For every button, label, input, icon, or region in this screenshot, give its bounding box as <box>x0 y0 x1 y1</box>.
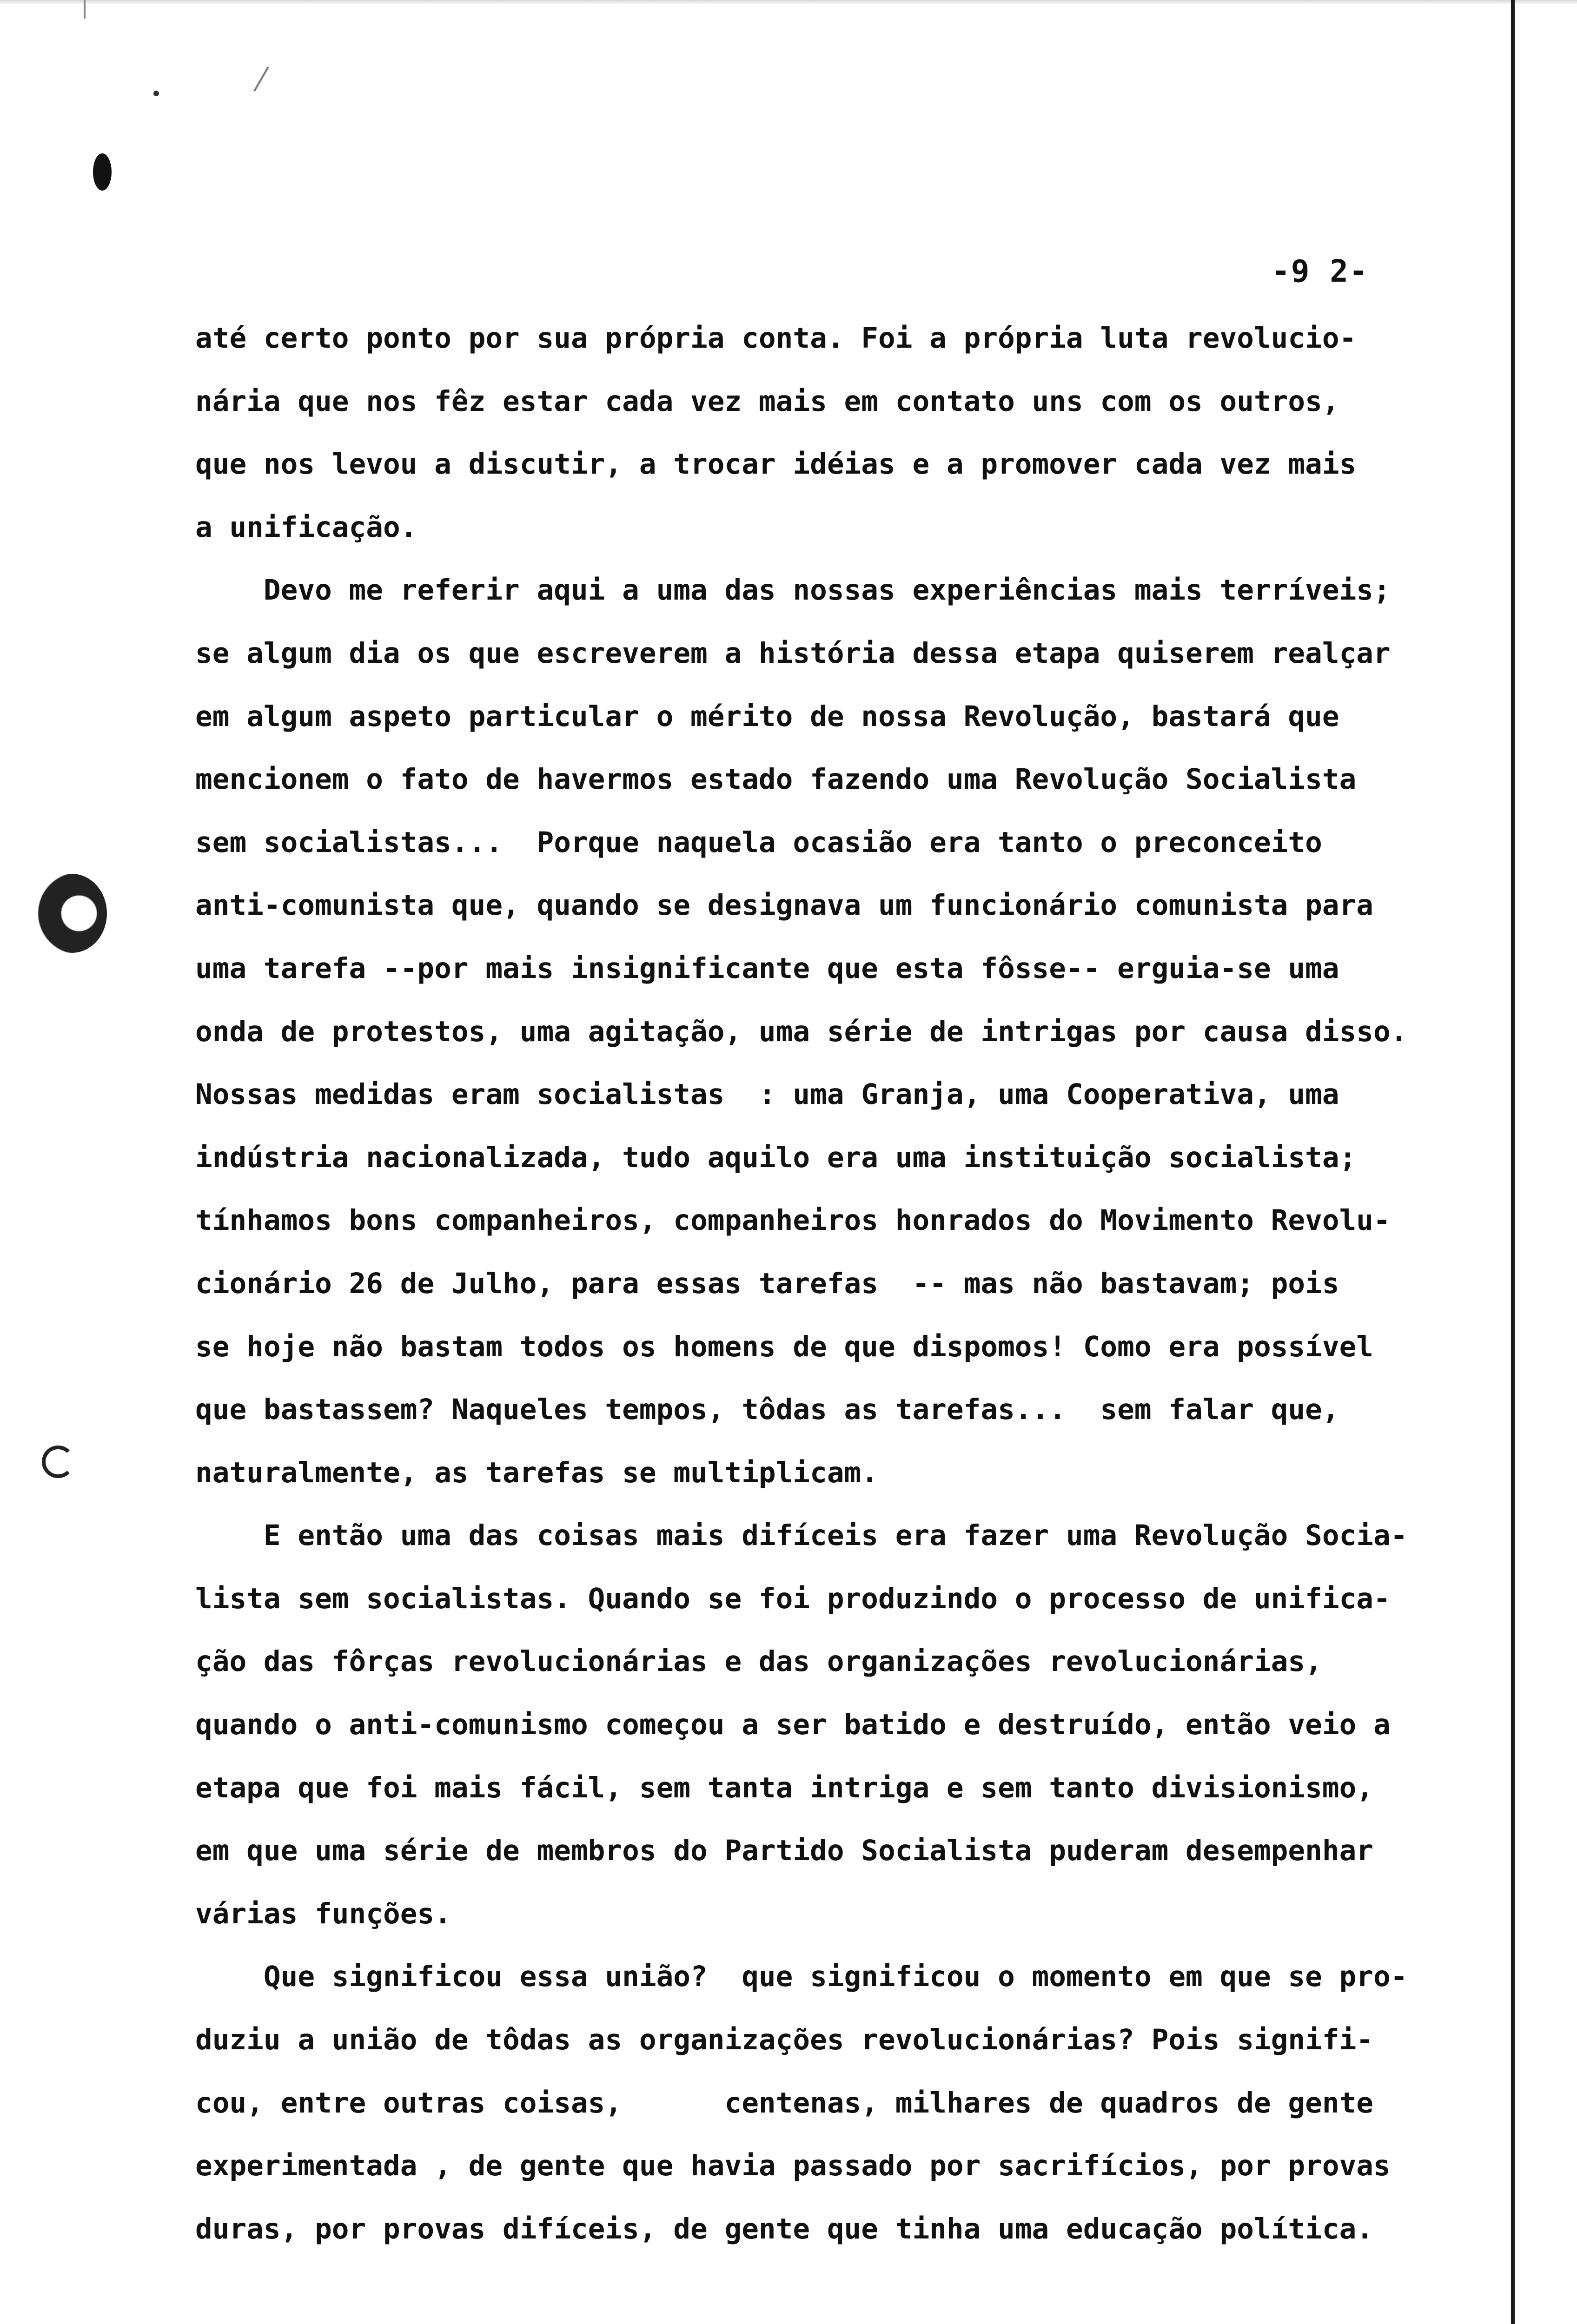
text-line: várias funções. <box>195 1897 451 1930</box>
text-line: a unificação. <box>195 510 417 544</box>
text-line: lista sem socialistas. Quando se foi produzindo o processo de unifica- <box>195 1582 1391 1615</box>
text-line: sem socialistas... Porque naquela ocasião era tanto o preconceito <box>195 825 1322 859</box>
text-line: nária que nos fêz estar cada vez mais em contato uns com os outros, <box>195 384 1339 418</box>
punch-hole-lower <box>42 1446 74 1478</box>
pencil-mark <box>253 66 269 92</box>
text-line: cionário 26 de Julho, para essas tarefas -- mas não bastavam; pois <box>195 1267 1339 1300</box>
text-line: em algum aspeto particular o mérito de nossa Revolução, bastará que <box>195 700 1339 733</box>
text-line: etapa que foi mais fácil, sem tanta intriga e sem tanto divisionismo, <box>195 1771 1374 1804</box>
scan-top-edge <box>0 0 1577 5</box>
text-line: naturalmente, as tarefas se multiplicam. <box>195 1456 879 1489</box>
text-line: cou, entre outras coisas, centenas, milhares de quadros de gente <box>195 2086 1374 2119</box>
text-line: tínhamos bons companheiros, companheiros honrados do Movimento Revolu- <box>195 1204 1391 1237</box>
text-line: E então uma das coisas mais difíceis era fazer uma Revolução Socia- <box>195 1519 1408 1552</box>
text-line: ção das fôrças revolucionárias e das organizações revolucionárias, <box>195 1645 1322 1678</box>
text-line: duras, por provas difíceis, de gente que tinha uma educação política. <box>195 2212 1374 2245</box>
text-line: indústria nacionalizada, tudo aquilo era uma instituição socialista; <box>195 1141 1357 1174</box>
text-line: Que significou essa união? que significou o momento em que se pro- <box>195 1960 1408 1994</box>
text-line: Nossas medidas eram socialistas : uma Granja, uma Cooperativa, uma <box>195 1078 1339 1111</box>
text-line: duziu a união de tôdas as organizações revolucionárias? Pois signifi- <box>195 2023 1374 2057</box>
text-line: se algum dia os que escreverem a história dessa etapa quiserem realçar <box>195 636 1391 670</box>
ink-dot <box>153 91 159 96</box>
text-line: uma tarefa --por mais insignificante que esta fôsse-- erguia-se uma <box>195 951 1339 985</box>
page-number: -9 2- <box>1272 253 1369 289</box>
text-line: quando o anti-comunismo começou a ser batido e destruído, então veio a <box>195 1708 1391 1742</box>
text-line: anti-comunista que, quando se designava um funcionário comunista para <box>195 889 1374 922</box>
ink-blot-top <box>93 153 112 191</box>
text-line: em que uma série de membros do Partido Socialista puderam desempenhar <box>195 1834 1374 1868</box>
text-line: que nos levou a discutir, a trocar idéias e a promover cada vez mais <box>195 448 1357 481</box>
text-line: onda de protestos, uma agitação, uma série de intrigas por causa disso. <box>195 1015 1408 1048</box>
text-line: Devo me referir aqui a uma das nossas experiências mais terríveis; <box>195 574 1391 607</box>
text-line: se hoje não bastam todos os homens de que dispomos! Como era possível <box>195 1330 1374 1363</box>
body-text <box>195 307 1525 2260</box>
scan-left-mark <box>84 0 86 19</box>
text-line: até certo ponto por sua própria conta. Foi a própria luta revolucio- <box>195 322 1357 355</box>
punch-hole-upper <box>37 874 107 953</box>
text-line: que bastassem? Naqueles tempos, tôdas as tarefas... sem falar que, <box>195 1393 1339 1426</box>
text-line: experimentada , de gente que havia passado por sacrifícios, por provas <box>195 2149 1391 2183</box>
text-line: mencionem o fato de havermos estado fazendo uma Revolução Socialista <box>195 763 1357 796</box>
